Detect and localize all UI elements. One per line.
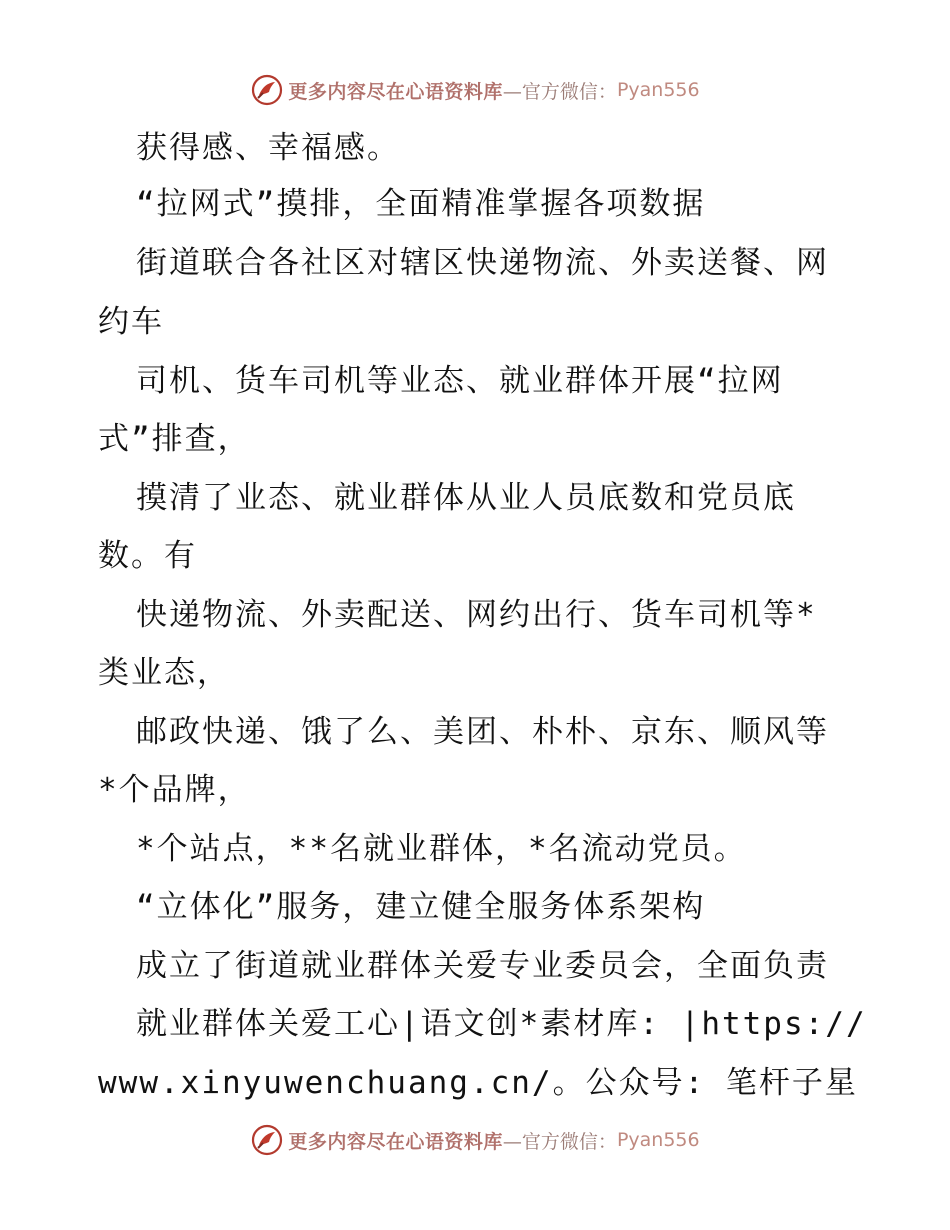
- body-line-9: 类业态，: [98, 655, 230, 691]
- body-line-5: 式”排查，: [98, 421, 251, 457]
- body-line-2: 街道联合各社区对辖区快递物流、外卖送餐、网: [136, 245, 829, 281]
- watermark-main-text: 更多内容尽在心语资料库: [288, 80, 503, 103]
- body-line-6: 摸清了业态、就业群体从业人员底数和党员底: [136, 480, 796, 516]
- watermark-wechat-id: Pyan556: [616, 79, 700, 101]
- pen-seal-icon: [250, 73, 284, 107]
- section-heading-2: “立体化”服务，建立健全服务体系架构: [136, 889, 706, 925]
- watermark-sub-text: —官方微信：: [502, 1130, 617, 1153]
- section-heading-1: “拉网式”摸排，全面精准掌握各项数据: [136, 186, 706, 222]
- body-line-8: 快递物流、外卖配送、网约出行、货车司机等*: [136, 597, 817, 633]
- body-line-13: 成立了街道就业群体关爱专业委员会，全面负责: [136, 948, 829, 984]
- pen-seal-icon: [250, 1123, 284, 1157]
- body-line-15: www.xinyuwenchuang.cn/。公众号: 笔杆子星: [98, 1065, 858, 1101]
- body-line-11: *个品牌，: [98, 772, 251, 808]
- body-line-3: 约车: [98, 304, 164, 340]
- watermark-sub-text: —官方微信：: [502, 80, 617, 103]
- watermark-wechat-id: Pyan556: [616, 1129, 700, 1151]
- body-line-12: *个站点，**名就业群体，*名流动党员。: [136, 831, 747, 867]
- body-line-7: 数。有: [98, 538, 197, 574]
- header-watermark: [0, 72, 950, 108]
- body-line-14: 就业群体关爱工心|语文创*素材库: |https://: [136, 1006, 867, 1042]
- watermark-main-text: 更多内容尽在心语资料库: [288, 1130, 503, 1153]
- body-line-1: 获得感、幸福感。: [136, 130, 400, 166]
- body-line-10: 邮政快递、饿了么、美团、朴朴、京东、顺风等: [136, 714, 829, 750]
- footer-watermark: [0, 1122, 950, 1158]
- body-line-4: 司机、货车司机等业态、就业群体开展“拉网: [136, 363, 784, 399]
